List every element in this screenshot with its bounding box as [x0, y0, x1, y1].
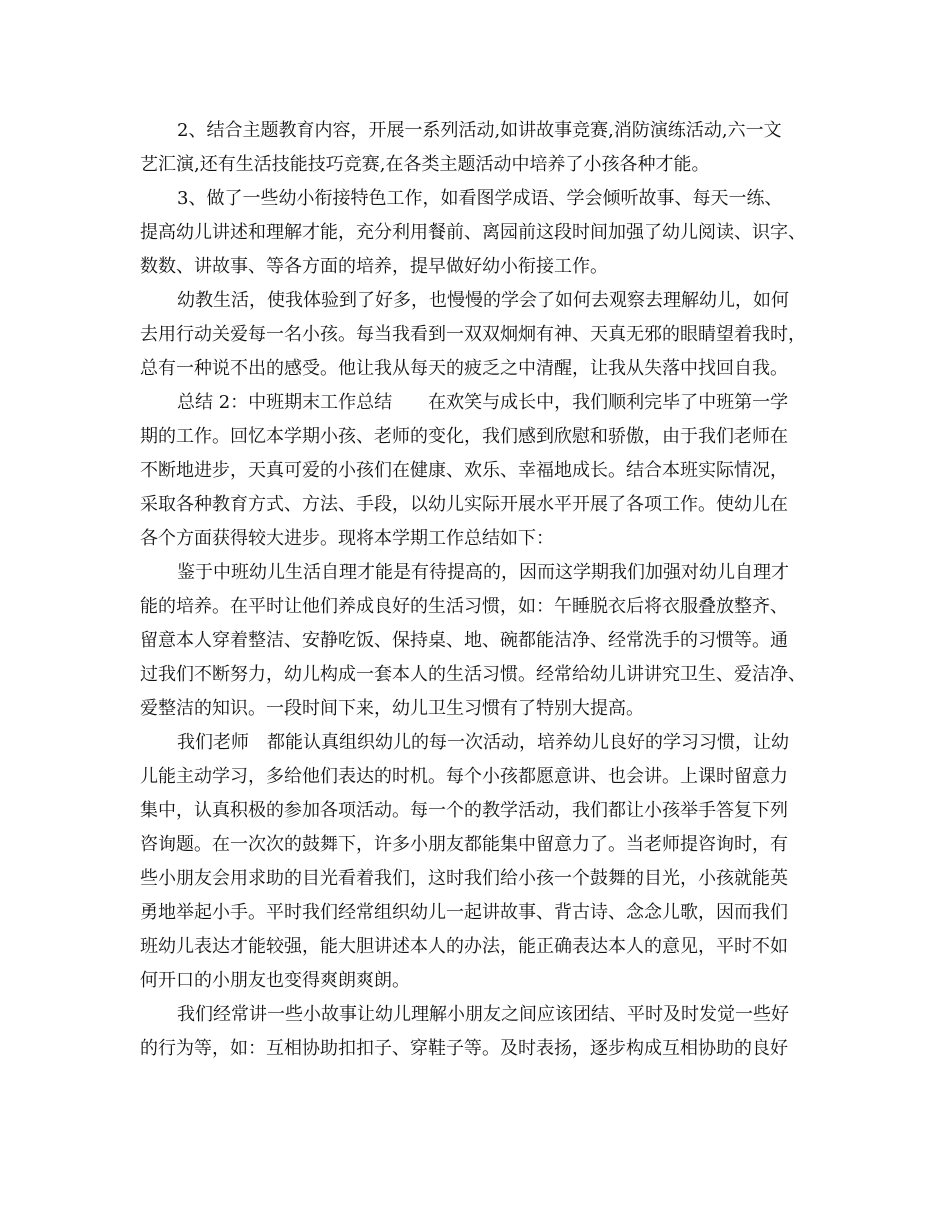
text-line: 2、结合主题教育内容，开展一系列活动,如讲故事竞赛,消防演练活动,六一文 — [177, 120, 782, 141]
text-line: 集中，认真积极的参加各项活动。每一个的教学活动，我们都让小孩举手答复下列 — [140, 800, 788, 821]
text-line: 采取各种教育方式、方法、手段，以幼儿实际开展水平开展了各项工作。使幼儿在 — [140, 494, 788, 515]
text-line: 去用行动关爱每一名小孩。每当我看到一双双炯炯有神、天真无邪的眼睛望着我时， — [140, 324, 806, 345]
text-line: 我们经常讲一些小故事让幼儿理解小朋友之间应该团结、平时及时发觉一些好 — [177, 1004, 789, 1025]
text-line: 儿能主动学习，多给他们表达的时机。每个小孩都愿意讲、也会讲。上课时留意力 — [140, 766, 788, 787]
text-line: 能的培养。在平时让他们养成良好的生活习惯，如：午睡脱衣后将衣服叠放整齐、 — [140, 596, 788, 617]
text-line: 班幼儿表达才能较强，能大胆讲述本人的办法，能正确表达本人的意见，平时不如 — [140, 936, 788, 957]
text-line: 总结 2：中班期末工作总结 在欢笑与成长中，我们顺利完毕了中班第一学 — [177, 392, 789, 413]
text-line: 不断地进步，天真可爱的小孩们在健康、欢乐、幸福地成长。结合本班实际情况， — [140, 460, 788, 481]
text-line: 期的工作。回忆本学期小孩、老师的变化，我们感到欣慰和骄傲，由于我们老师在 — [140, 426, 788, 447]
text-line: 幼教生活，使我体验到了好多，也慢慢的学会了如何去观察去理解幼儿，如何 — [177, 290, 789, 311]
text-line: 咨询题。在一次次的鼓舞下，许多小朋友都能集中留意力了。当老师提咨询时，有 — [140, 834, 788, 855]
text-line: 勇地举起小手。平时我们经常组织幼儿一起讲故事、背古诗、念念儿歌，因而我们 — [140, 902, 788, 923]
text-line: 鉴于中班幼儿生活自理才能是有待提高的，因而这学期我们加强对幼儿自理才 — [177, 562, 789, 583]
text-line: 爱整洁的知识。一段时间下来，幼儿卫生习惯有了特别大提高。 — [140, 698, 644, 719]
text-line: 过我们不断努力，幼儿构成一套本人的生活习惯。经常给幼儿讲讲究卫生、爱洁净、 — [140, 664, 806, 685]
text-line: 各个方面获得较大进步。现将本学期工作总结如下： — [140, 528, 554, 549]
text-line: 何开口的小朋友也变得爽朗爽朗。 — [140, 970, 410, 991]
text-line: 些小朋友会用求助的目光看着我们，这时我们给小孩一个鼓舞的目光，小孩就能英 — [140, 868, 788, 889]
text-line: 3、做了一些幼小衔接特色工作，如看图学成语、学会倾听故事、每天一练、 — [177, 188, 783, 209]
text-line: 提高幼儿讲述和理解才能，充分利用餐前、离园前这段时间加强了幼儿阅读、识字、 — [140, 222, 806, 243]
text-line: 我们老师 都能认真组织幼儿的每一次活动，培养幼儿良好的学习习惯，让幼 — [177, 732, 789, 753]
text-line: 留意本人穿着整洁、安静吃饭、保持桌、地、碗都能洁净、经常洗手的习惯等。通 — [140, 630, 788, 651]
text-line: 艺汇演,还有生活技能技巧竞赛,在各类主题活动中培养了小孩各种才能。 — [140, 154, 710, 175]
text-line: 总有一种说不出的感受。他让我从每天的疲乏之中清醒，让我从失落中找回自我。 — [140, 358, 788, 379]
text-line: 的行为等，如：互相协助扣扣子、穿鞋子等。及时表扬，逐步构成互相协助的良好 — [140, 1038, 788, 1059]
text-line: 数数、讲故事、等各方面的培养，提早做好幼小衔接工作。 — [140, 256, 608, 277]
